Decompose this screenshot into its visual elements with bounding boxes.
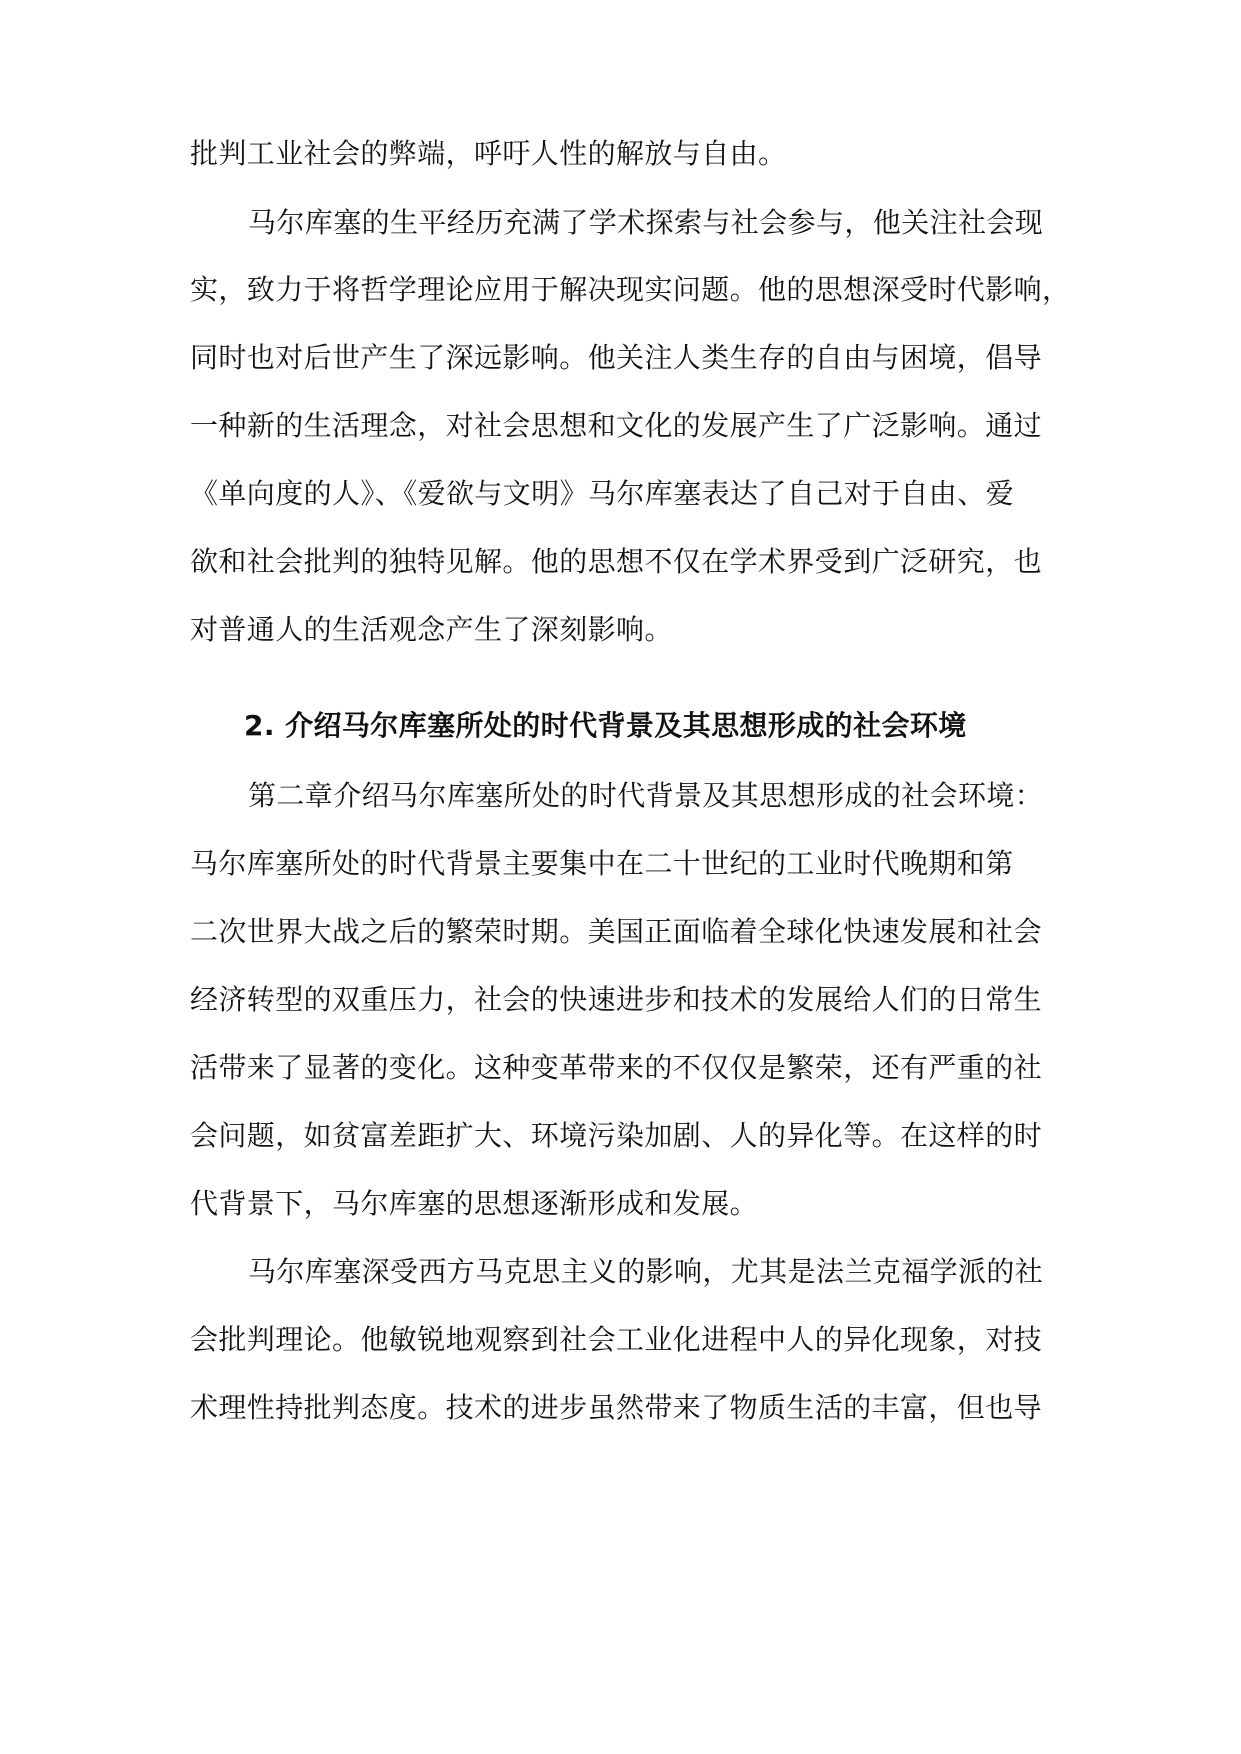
text-line: 第二章介绍马尔库塞所处的时代背景及其思想形成的社会环境： xyxy=(248,779,1044,812)
section-heading: 2. 介绍马尔库塞所处的时代背景及其思想形成的社会环境 xyxy=(244,709,967,742)
text-line: 马尔库塞深受西方马克思主义的影响，尤其是法兰克福学派的社 xyxy=(248,1255,1044,1288)
text-line: 同时也对后世产生了深远影响。他关注人类生存的自由与困境，倡导 xyxy=(190,341,1043,374)
text-line: 代背景下，马尔库塞的思想逐渐形成和发展。 xyxy=(190,1187,759,1220)
text-line: 马尔库塞的生平经历充满了学术探索与社会参与，他关注社会现 xyxy=(248,206,1044,239)
text-line: 实，致力于将哲学理论应用于解决现实问题。他的思想深受时代影响， xyxy=(190,273,1071,306)
text-line: 会问题，如贫富差距扩大、环境污染加剧、人的异化等。在这样的时 xyxy=(190,1119,1043,1152)
text-line: 术理性持批判态度。技术的进步虽然带来了物质生活的丰富，但也导 xyxy=(190,1391,1043,1424)
text-line: 《单向度的人》、《爱欲与文明》马尔库塞表达了自己对于自由、爱 xyxy=(190,477,1015,510)
text-line: 会批判理论。他敏锐地观察到社会工业化进程中人的异化现象，对技 xyxy=(190,1323,1043,1356)
text-line: 对普通人的生活观念产生了深刻影响。 xyxy=(190,613,673,646)
text-line: 活带来了显著的变化。这种变革带来的不仅仅是繁荣，还有严重的社 xyxy=(190,1051,1043,1084)
text-line: 欲和社会批判的独特见解。他的思想不仅在学术界受到广泛研究，也 xyxy=(190,545,1043,578)
text-line: 批判工业社会的弊端，呼吁人性的解放与自由。 xyxy=(190,137,787,170)
text-line: 马尔库塞所处的时代背景主要集中在二十世纪的工业时代晚期和第 xyxy=(190,847,1014,880)
text-line: 二次世界大战之后的繁荣时期。美国正面临着全球化快速发展和社会 xyxy=(190,915,1043,948)
text-line: 一种新的生活理念，对社会思想和文化的发展产生了广泛影响。通过 xyxy=(190,409,1043,442)
text-line: 经济转型的双重压力，社会的快速进步和技术的发展给人们的日常生 xyxy=(190,983,1043,1016)
